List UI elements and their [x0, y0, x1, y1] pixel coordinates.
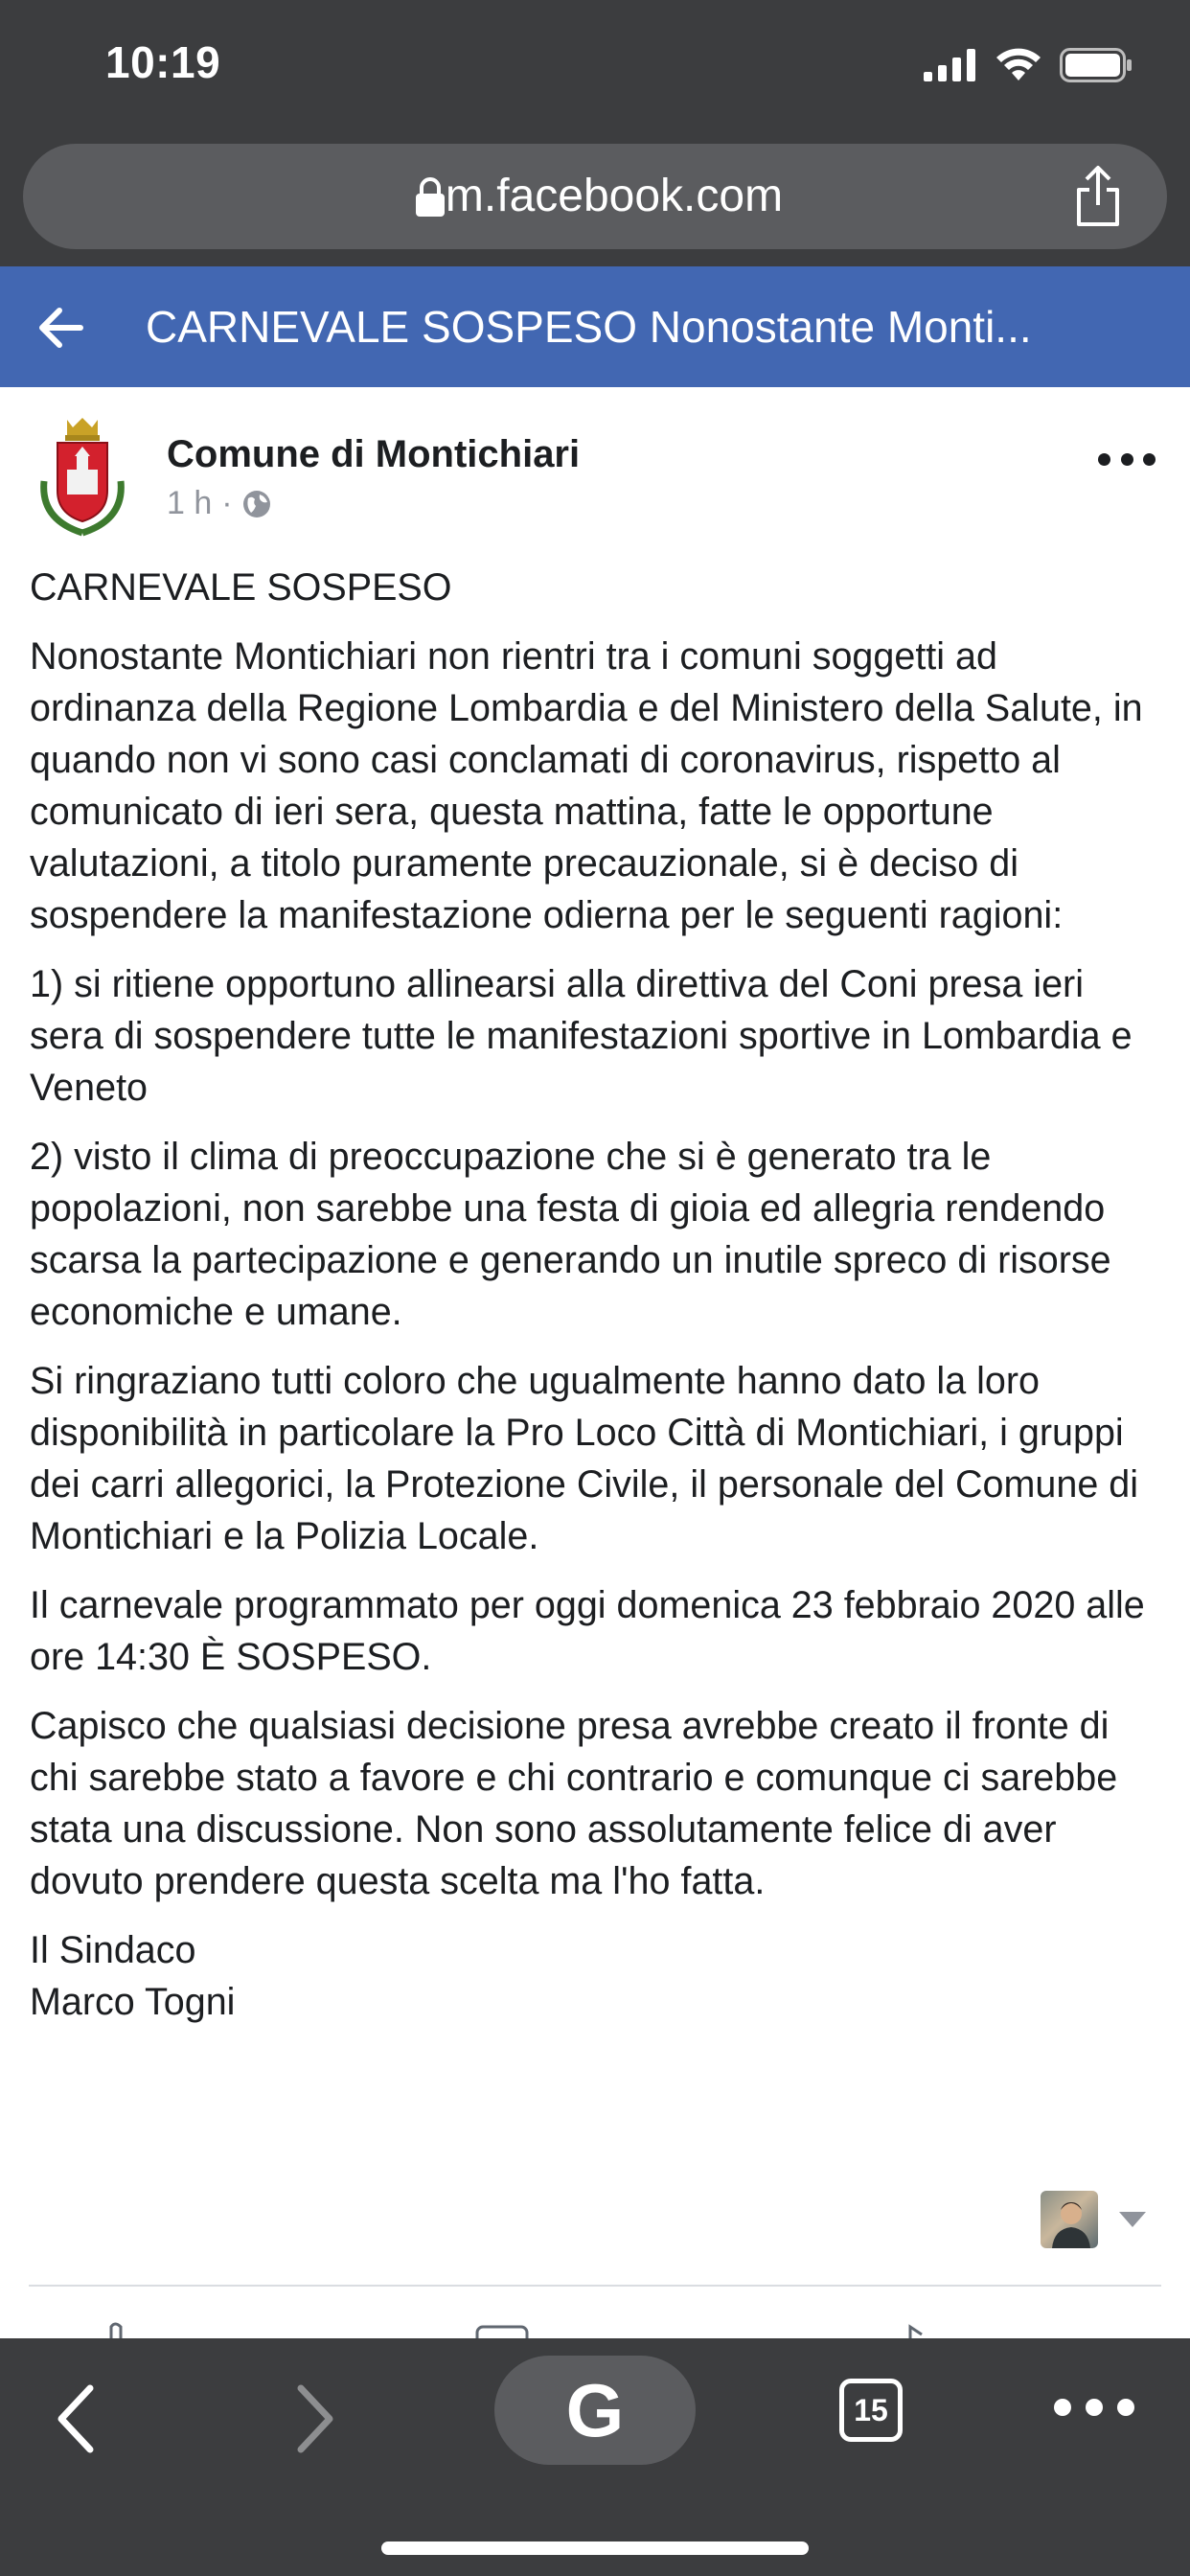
more-dot-icon [1121, 453, 1133, 466]
url-text: m.facebook.com [445, 171, 784, 221]
post-paragraph: CARNEVALE SOSPESO [30, 566, 452, 609]
post-paragraph: Il carnevale programmato per oggi domenica 23 febbraio 2020 alle ore 14:30 È SOSPESO. [30, 1584, 1145, 1678]
post-header [0, 387, 1190, 550]
post-meta [167, 485, 271, 522]
tab-count: 15 [854, 2393, 888, 2427]
more-dot-icon [1098, 453, 1110, 466]
globe-icon [242, 490, 271, 518]
menu-button[interactable] [1054, 2396, 1134, 2419]
cellular-signal-icon [924, 49, 977, 81]
more-dot-icon [1143, 453, 1156, 466]
post-paragraph: 1) si ritiene opportuno allinearsi alla direttiva del Coni presa ieri sera di sospendere tutte le manifestazioni sportive in Lombardia e Veneto [30, 963, 1133, 1109]
wifi-icon [995, 48, 1042, 82]
forward-chevron-icon[interactable] [293, 2382, 337, 2455]
post-paragraph: Capisco che qualsiasi decisione presa avrebbe creato il fronte di chi sarebbe stato a favore e chi contrario e comunque ci sarebbe stata una discussione. Non sono assolutamente felice di aver dovuto prendere questa scelta ma l'ho fatta. [30, 1705, 1118, 1902]
post-signature: Il Sindaco Marco Togni [30, 1929, 236, 2023]
post-more-options-button[interactable] [1098, 445, 1156, 473]
share-icon[interactable] [1071, 163, 1125, 230]
person-photo-icon [1041, 2191, 1098, 2248]
browser-top-chrome [0, 0, 1190, 266]
post-paragraph: 2) visto il clima di preoccupazione che si è generato tra le popolazioni, non sarebbe una festa di gioia ed allegria rendendo scarsa la partecipazione e generando un inutile spreco di risorse economiche e umane. [30, 1136, 1111, 1333]
meta-separator: · [221, 485, 233, 521]
page-title: CARNEVALE SOSPESO Nonostante Monti... [146, 302, 1032, 352]
post-time[interactable]: 1 h [167, 485, 213, 521]
address-bar[interactable] [23, 144, 1167, 249]
post-actions-peek [0, 2319, 1190, 2338]
tabs-button[interactable] [839, 2379, 903, 2442]
post-paragraph: Si ringraziano tutti coloro che ugualmente hanno dato la loro disponibilità in particolare la Pro Loco Città di Montichiari, i gruppi dei carri allegorici, la Protezione Civile, il personale del Comune di Montichiari e la Polizia Locale. [30, 1360, 1139, 1557]
menu-dot-icon [1086, 2399, 1103, 2416]
google-search-button[interactable] [494, 2356, 696, 2465]
profile-avatar[interactable] [1041, 2191, 1098, 2248]
post-actor-selector [0, 2177, 1190, 2264]
home-indicator[interactable] [381, 2542, 809, 2555]
post-text [30, 562, 1160, 2045]
back-chevron-icon[interactable] [54, 2382, 98, 2455]
chevron-down-icon[interactable] [1119, 2212, 1146, 2227]
post-paragraph: Nonostante Montichiari non rientri tra i comuni soggetti ad ordinanza della Regione Lombardia e del Ministero della Salute, in quando non vi sono casi conclamati di coronavirus, rispetto al comunicato di ieri sera, questa mattina, fatte le opportune valutazioni, a titolo puramente precauzionale, si è deciso di sospendere la manifestazione odierna per le seguenti ragioni: [30, 635, 1143, 936]
status-time: 10:19 [105, 37, 221, 87]
google-logo-icon: G [565, 2368, 625, 2452]
menu-dot-icon [1117, 2399, 1134, 2416]
status-bar [0, 0, 1190, 134]
post-author-name[interactable]: Comune di Montichiari [167, 433, 581, 475]
status-icons [924, 46, 1133, 84]
battery-icon [1060, 48, 1133, 82]
divider [29, 2285, 1161, 2287]
action-icons-partial [0, 2319, 1190, 2338]
menu-dot-icon [1054, 2399, 1071, 2416]
page-header [0, 266, 1190, 387]
back-arrow-icon[interactable] [33, 299, 90, 356]
browser-bottom-toolbar [0, 2338, 1190, 2576]
municipality-crest-avatar[interactable] [34, 414, 130, 537]
